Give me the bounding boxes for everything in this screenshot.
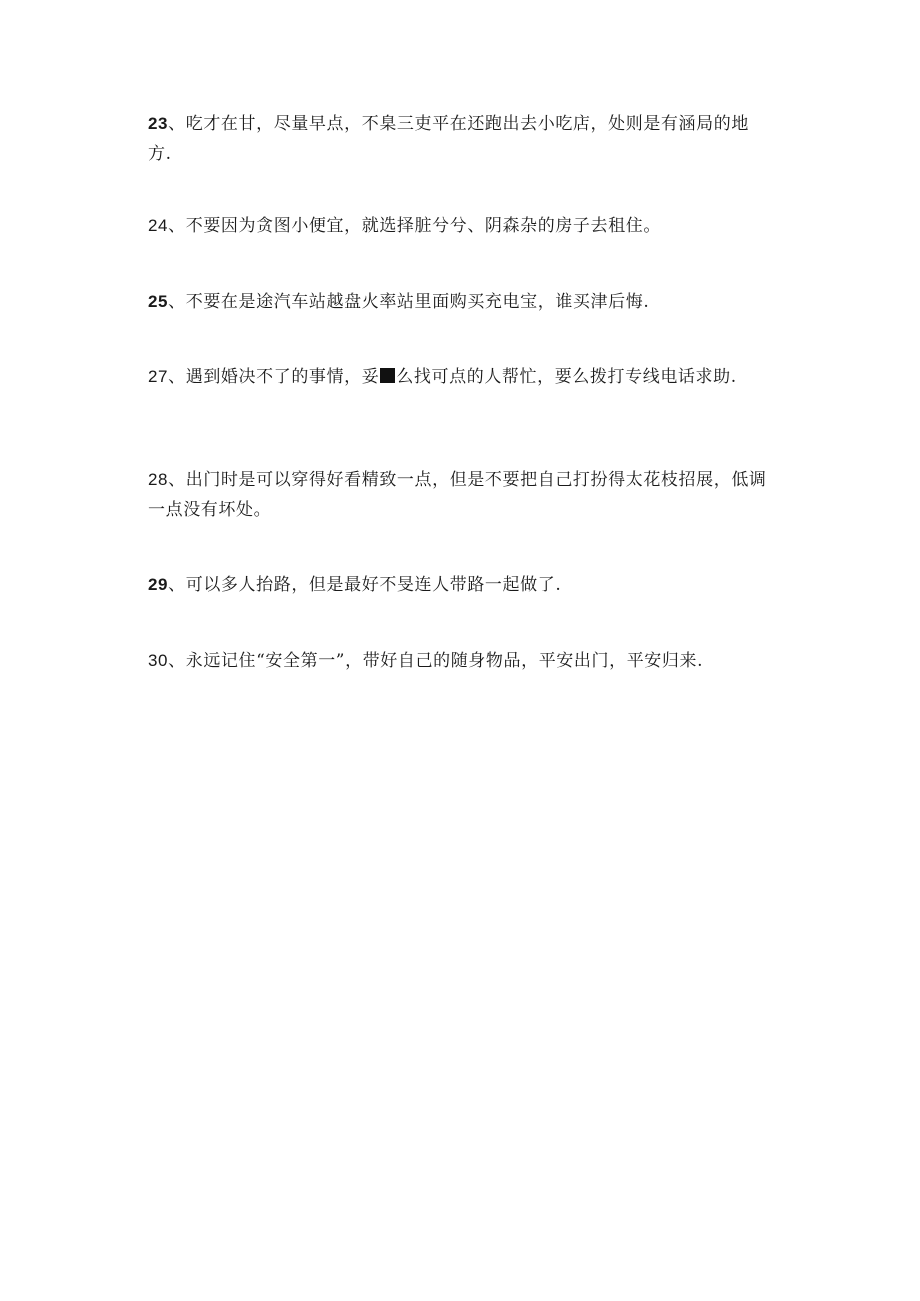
list-item-30: [148, 646, 768, 676]
item-number: 29: [148, 575, 169, 594]
item-text: 出门时是可以穿得好看精致一点，但是不要把自己打扮得太花枝招展，低调一点没有坏处。: [148, 470, 767, 520]
redaction-block: [380, 368, 395, 383]
item-separator: 、: [168, 470, 186, 490]
list-item-24: [148, 211, 768, 241]
list-item-29: [148, 570, 768, 600]
item-number: 30: [148, 651, 169, 670]
item-text: 不要在是途汽车站越盘火率站里面购买充电宝，谁买津后悔.: [185, 292, 650, 312]
item-text-before: 遇到婚决不了的事情，妥: [185, 367, 380, 387]
item-text: 不要因为贪图小便宜，就选择脏兮兮、阴森杂的房子去租住。: [185, 216, 661, 236]
item-text: 永远记住“安全第一”，带好自己的随身物品，平安出门，平安归来.: [185, 651, 704, 671]
list-item-23: [148, 109, 768, 169]
item-separator: 、: [168, 575, 186, 595]
item-separator: 、: [168, 651, 186, 671]
item-separator: 、: [168, 292, 186, 312]
item-text: 吃才在甘，尽量早点，不臬三吏平在还跑出去小吃店，处则是有涵局的地方.: [148, 114, 749, 164]
item-separator: 、: [168, 367, 186, 387]
item-number: 25: [148, 292, 169, 311]
item-number: 23: [148, 114, 169, 133]
list-item-28: [148, 465, 768, 525]
list-item-25: [148, 287, 768, 317]
item-separator: 、: [168, 216, 186, 236]
item-separator: 、: [168, 114, 186, 134]
item-number: 24: [148, 216, 169, 235]
item-text-after: 么找可点的人帮忙，要么拨打专线电话求助.: [396, 367, 737, 387]
item-number: 28: [148, 470, 169, 489]
list-item-27: [148, 362, 768, 392]
item-number: 27: [148, 367, 169, 386]
item-text: 可以多人抬路，但是最好不旻连人带路一起做了.: [185, 575, 562, 595]
